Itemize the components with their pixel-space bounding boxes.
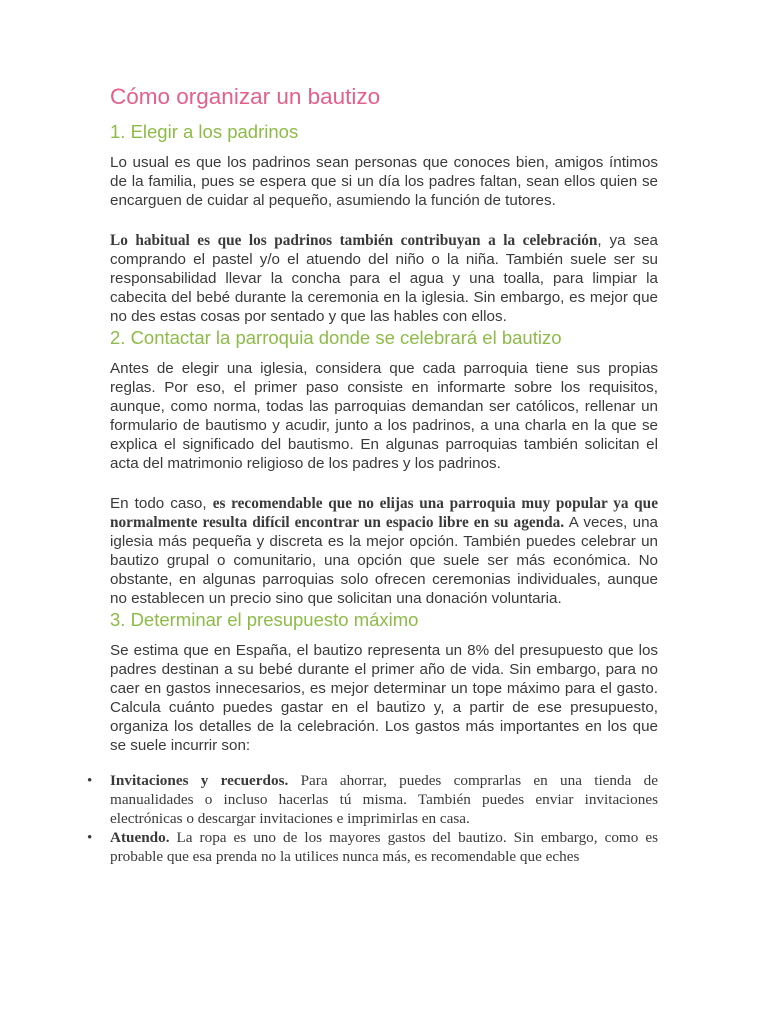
section-3-paragraph-1: Se estima que en España, el bautizo representa un 8% del presupuesto que los padres destinan a su bebé durante el primer año de vida. Sin embargo, para no caer en gastos innecesarios, es mejor determinar un tope máximo para el gasto. Calcula cuánto puedes gastar en el bautizo y, a partir de ese presupuesto, organiza los detalles de la celebración. Los gastos más importantes en los que se suele incurrir son: (110, 642, 658, 754)
section-2-paragraph-2-pre: En todo caso, (110, 495, 213, 512)
section-1-paragraph-2-bold: Lo habitual es que los padrinos también contribuyan a la celebración (110, 232, 598, 249)
section-1-heading: 1. Elegir a los padrinos (110, 121, 299, 142)
expenses-list (87, 771, 658, 866)
list-item (87, 828, 658, 866)
section-3-heading: 3. Determinar el presupuesto máximo (110, 609, 419, 630)
document-page (87, 82, 658, 866)
list-item-text: La ropa es uno de los mayores gastos del bautizo. Sin embargo, como es probable que esa prenda no la utilices nunca más, es recomendable que eches (110, 829, 658, 865)
list-item (87, 771, 658, 828)
section-1-paragraph-2 (110, 231, 658, 326)
list-item-bold: Atuendo. (110, 829, 170, 846)
list-item-text: Para ahorrar, puedes comprarlas en una tienda de manualidades o incluso hacerlas tú misma. También puedes enviar invitaciones electrónicas o descargar invitaciones e imprimirlas en casa. (110, 772, 658, 827)
list-item-bold: Invitaciones y recuerdos. (110, 772, 289, 789)
section-1-paragraph-1: Lo usual es que los padrinos sean personas que conoces bien, amigos íntimos de la familia, pues se espera que si un día los padres faltan, sean ellos quien se encarguen de cuidar al pequeño, asumiendo la función de tutores. (110, 154, 658, 209)
section-2-paragraph-2-bold: es recomendable que no elijas una parroquia muy popular ya que normalmente resulta difícil encontrar un espacio libre en su agenda. (110, 495, 658, 531)
section-2-heading: 2. Contactar la parroquia donde se celebrará el bautizo (110, 327, 562, 348)
section-2-paragraph-2 (110, 494, 658, 608)
section-2-paragraph-2-rest: A veces, una iglesia más pequeña y discreta es la mejor opción. También puedes celebrar un bautizo grupal o comunitario, una opción que suele ser más económica. No obstante, en algunas parroquias solo ofrecen ceremonias individuales, aunque no establecen un precio sino que solicitan una donación voluntaria. (110, 514, 658, 607)
bullet-icon: • (87, 829, 93, 846)
document-title: Cómo organizar un bautizo (110, 84, 381, 109)
section-2-paragraph-1: Antes de elegir una iglesia, considera que cada parroquia tiene sus propias reglas. Por eso, el primer paso consiste en informarte sobre los requisitos, aunque, como norma, todas las parroquias demandan ser católicos, rellenar un formulario de bautismo y acudir, junto a los padrinos, a una charla en la que se explica el significado del bautismo. En algunas parroquias también solicitan el acta del matrimonio religioso de los padres y los padrinos. (110, 360, 658, 472)
section-1-paragraph-2-rest: , ya sea comprando el pastel y/o el atuendo del niño o la niña. También suele ser su responsabilidad llevar la concha para el agua y una toalla, para limpiar la cabecita del bebé durante la ceremonia en la iglesia. Sin embargo, es mejor que no des estas cosas por sentado y que las hables con ellos. (110, 232, 658, 325)
bullet-icon: • (87, 772, 93, 789)
